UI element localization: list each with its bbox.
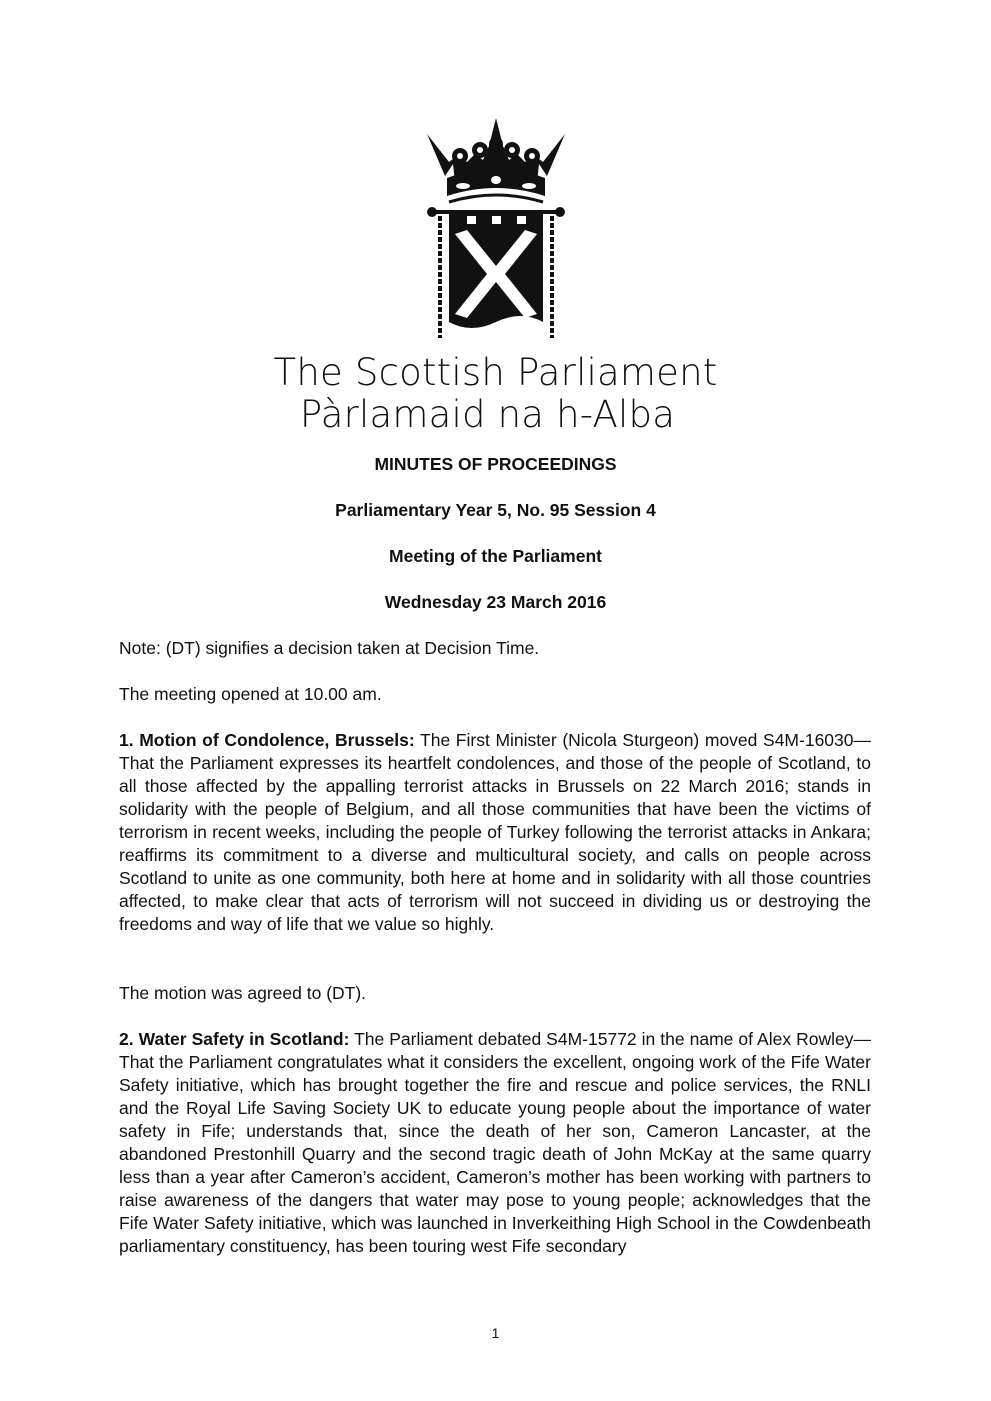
scottish-parliament-crest-icon xyxy=(425,116,567,340)
meeting-date: Wednesday 23 March 2016 xyxy=(384,592,607,612)
document-title: MINUTES OF PROCEEDINGS xyxy=(374,454,617,474)
parliament-wordmark-gaelic: Pàrlamaid na h-Alba xyxy=(299,393,676,436)
parliament-wordmark-english: The Scottish Parliament xyxy=(273,351,718,394)
decision-time-note: Note: (DT) signifies a decision taken at Decision Time. xyxy=(119,638,540,658)
agenda-item-heading: 1. Motion of Condolence, Brussels: xyxy=(119,730,415,750)
agenda-item-1 xyxy=(119,729,871,936)
agenda-item-heading: 2. Water Safety in Scotland: xyxy=(119,1029,350,1049)
agenda-item-2 xyxy=(119,1028,871,1258)
agenda-item-text: The First Minister (Nicola Sturgeon) moved S4M-16030—That the Parliament expresses its heartfelt condolences, and those of the people of Scotland, to all those affected by the appalling terrorist attacks in Brussels on 22 March 2016; stands in solidarity with the people of Belgium, and all those communities that have been the victims of terrorism in recent weeks, including the people of Turkey following the terrorist attacks in Ankara; reaffirms its commitment to a diverse and multicultural society, and calls on people across Scotland to unite as one community, both here at home and in solidarity with all those countries affected, to make clear that acts of terrorism will not succeed in dividing us or destroying the freedoms and way of life that we value so highly. xyxy=(119,730,871,934)
meeting-heading: Meeting of the Parliament xyxy=(389,546,602,566)
agenda-item-text: The Parliament debated S4M-15772 in the name of Alex Rowley—That the Parliament congratulates what it considers the excellent, ongoing work of the Fife Water Safety initiative, which has brought together the fire and rescue and police services, the RNLI and the Royal Life Saving Society UK to educate young people about the importance of water safety in Fife; understands that, since the death of her son, Cameron Lancaster, at the abandoned Prestonhill Quarry and the second tragic death of John McKay at the same quarry less than a year after Cameron’s accident, Cameron’s mother has been working with partners to raise awareness of the dangers that water may pose to young people; acknowledges that the Fife Water Safety initiative, which was launched in Inverkeithing High School in the Cowdenbeath parliamentary constituency, has been touring west Fife secondary xyxy=(119,1029,871,1256)
page-number: 1 xyxy=(491,1325,500,1341)
agenda-item-outcome: The motion was agreed to (DT). xyxy=(119,983,367,1003)
opening-statement: The meeting opened at 10.00 am. xyxy=(119,684,382,704)
document-subtitle: Parliamentary Year 5, No. 95 Session 4 xyxy=(335,500,656,520)
